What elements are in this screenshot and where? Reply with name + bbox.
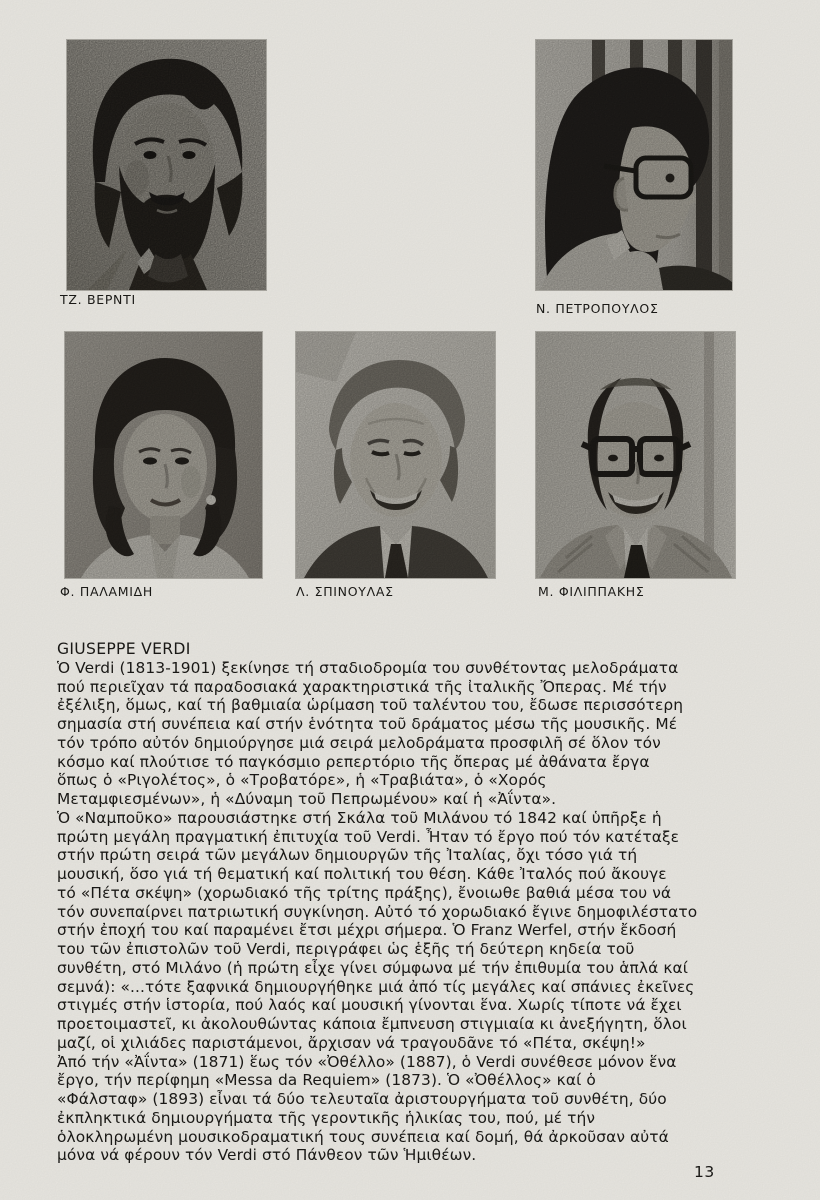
article-line: μόνα νά φέρουν τόν Verdi στό Πάνθεον τῶν Ἡμιθέων.: [57, 1146, 477, 1165]
article-line: μαζί, οἱ χιλιάδες παριστάμενοι, ἄρχισαν νά τραγουδᾶνε τό «Πέτα, σκέψη!»: [57, 1033, 646, 1052]
photo-filippakis: [536, 332, 735, 578]
photo-caption-spinoulas: Λ. ΣΠΙΝΟΥΛΑΣ: [296, 584, 394, 599]
article-line: στήν ἐποχή του καί παραμένει ἔτσι μέχρι σήμερα. Ὁ Franz Werfel, στήν ἔκδοσή: [57, 921, 677, 940]
article-line: μουσική, ὅσο γιά τή θεματική καί πολιτική του θέση. Κάθε Ἰταλός πού ἄκουγε: [57, 865, 667, 883]
article-line: τό «Πέτα σκέψη» (χορωδιακό τῆς τρίτης πράξης), ἔνοιωθε βαθιά μέσα του νά: [57, 883, 672, 902]
photo-caption-petropoulos: Ν. ΠΕΤΡΟΠΟΥΛΟΣ: [536, 301, 659, 316]
photo-palamidi: [65, 332, 262, 578]
article: [57, 640, 777, 1165]
petropoulos-portrait-image: [536, 40, 732, 290]
article-line: ὅπως ὁ «Ριγολέτος», ὁ «Τροβατόρε», ἡ «Τραβιάτα», ὁ «Χορός: [57, 771, 547, 790]
filippakis-portrait-image: [536, 332, 735, 578]
article-body: [57, 659, 777, 1165]
verdi-portrait-image: [67, 40, 266, 290]
article-line: τόν τρόπο αὐτόν δημιούργησε μιά σειρά μελοδράματα προσφιλῆ σέ ὅλον τόν: [57, 733, 661, 752]
article-line: σημασία στή συνέπεια καί στήν ἑνότητα τοῦ δράματος μέσω τῆς μουσικῆς. Μέ: [57, 715, 678, 733]
article-line: σεμνά): «...τότε ξαφνικά δημιουργήθηκε μιά ἀπό τίς μεγάλες καί σπάνιες ἐκεῖνες: [57, 977, 695, 996]
photo-caption-filippakis: Μ. ΦΙΛΙΠΠΑΚΗΣ: [538, 584, 645, 599]
photo-spinoulas: [296, 332, 495, 578]
photo-petropoulos: [536, 40, 732, 290]
article-line: κόσμο καί πλούτισε τό παγκόσμιο ρεπερτόριο τῆς ὄπερας μέ ἀθάνατα ἔργα: [57, 752, 650, 771]
article-line: ἐκπληκτικά δημιουργήματα τῆς γεροντικῆς ἡλικίας του, πού, μέ τήν: [57, 1108, 596, 1127]
article-line: προετοιμαστεῖ, κι ἀκολουθώντας κάποια ἔμπνευση στιγμιαία κι ἀνεξήγητη, ὅλοι: [57, 1015, 687, 1033]
article-line: του τῶν ἐπιστολῶν τοῦ Verdi, περιγράφει ὡς ἑξῆς τή δεύτερη κηδεία τοῦ: [57, 940, 635, 958]
article-line: Μεταμφιεσμένων», ἡ «Δύναμη τοῦ Πεπρωμένου» καί ἡ «Ἀΐντα».: [57, 790, 557, 808]
article-line: πρώτη μεγάλη πραγματική ἐπιτυχία τοῦ Verdi. Ἦταν τό ἔργο πού τόν κατέταξε: [57, 827, 680, 846]
spinoulas-portrait-image: [296, 332, 495, 578]
article-line: Ἀπό τήν «Ἀΐντα» (1871) ἕως τόν «Ὀθέλλο» (1887), ὁ Verdi συνέθεσε μόνον ἕνα: [57, 1052, 677, 1071]
article-line: τόν συνεπαίρνει πατριωτική συγκίνηση. Αὐτό τό χορωδιακό ἔγινε δημοφιλέστατο: [57, 902, 698, 921]
article-line: πού περιεῖχαν τά παραδοσιακά χαρακτηριστικά τῆς ἰταλικῆς Ὄπερας. Μέ τήν: [57, 677, 667, 696]
page-number: 13: [694, 1163, 715, 1181]
photo-caption-verdi: ΤΖ. ΒΕΡΝΤΙ: [60, 292, 136, 307]
article-line: ἔργο, τήν περίφημη «Messa da Requiem» (1873). Ὁ «Ὀθέλλος» καί ὁ: [57, 1071, 596, 1090]
article-line: Ὁ «Ναμποῦκο» παρουσιάστηκε στή Σκάλα τοῦ Μιλάνου τό 1842 καί ὑπῆρξε ἡ: [57, 808, 662, 827]
article-line: στιγμές στήν ἱστορία, πού λαός καί μουσική γίνονται ἕνα. Χωρίς τίποτε νά ἔχει: [57, 996, 682, 1015]
article-line: ὁλοκληρωμένη μουσικοδραματική τους συνέπεια καί δομή, θά ἀρκοῦσαν αὐτά: [57, 1127, 669, 1146]
article-heading: GIUSEPPE VERDI: [57, 640, 191, 658]
article-line: ἐξέλιξη, ὅμως, καί τή βαθμιαία ὡρίμαση τοῦ ταλέντου του, ἔδωσε περισσότερη: [57, 696, 684, 715]
photo-caption-palamidi: Φ. ΠΑΛΑΜΙΔΗ: [60, 584, 153, 599]
article-line: «Φάλσταφ» (1893) εἶναι τά δύο τελευταῖα ἀριστουργήματα τοῦ συνθέτη, δύο: [57, 1090, 667, 1108]
article-line: Ὁ Verdi (1813-1901) ξεκίνησε τή σταδιοδρομία του συνθέτοντας μελοδράματα: [57, 658, 679, 677]
article-line: συνθέτη, στό Μιλάνο (ἡ πρώτη εἶχε γίνει σύμφωνα μέ τήν ἐπιθυμία του ἁπλά καί: [57, 958, 689, 977]
photo-verdi: [67, 40, 266, 290]
article-line: στήν πρώτη σειρά τῶν μεγάλων δημιουργῶν τῆς Ἰταλίας, ὄχι τόσο γιά τή: [57, 846, 638, 865]
palamidi-portrait-image: [65, 332, 262, 578]
